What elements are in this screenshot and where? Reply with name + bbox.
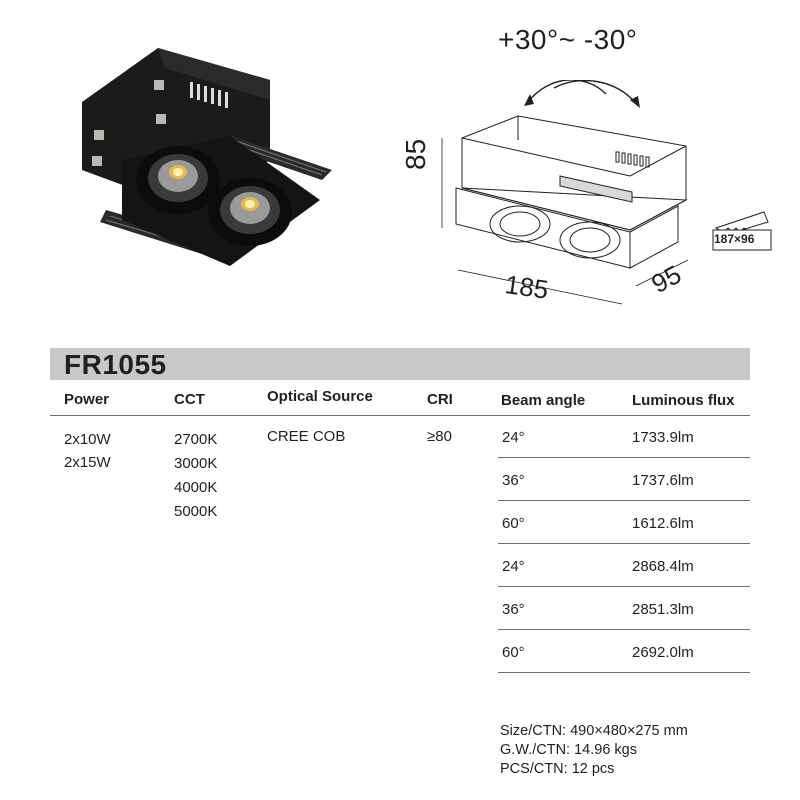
header-beam-angle: Beam angle xyxy=(501,392,586,409)
dimension-height: 85 xyxy=(400,138,431,170)
beam-angle-value: 60° xyxy=(502,644,525,661)
beam-angle-value: 24° xyxy=(502,558,525,575)
header-luminous-flux: Luminous flux xyxy=(632,392,735,409)
luminous-flux-value: 1733.9lm xyxy=(632,429,694,446)
table-row xyxy=(498,587,750,630)
cct-value: 4000K xyxy=(174,479,218,496)
luminous-flux-value: 1612.6lm xyxy=(632,515,694,532)
luminous-flux-value: 1737.6lm xyxy=(632,472,694,489)
table-row xyxy=(498,501,750,544)
cct-list xyxy=(174,428,217,524)
tilt-arrow-right-icon xyxy=(554,81,636,104)
packing-info xyxy=(500,722,688,779)
cct-value: 3000K xyxy=(174,455,218,472)
cct-value: 5000K xyxy=(174,503,218,520)
table-row xyxy=(498,630,750,673)
luminous-flux-value: 2868.4lm xyxy=(632,558,694,575)
cct-value: 2700K xyxy=(174,431,218,448)
model-name: FR1055 xyxy=(64,349,167,380)
table-row xyxy=(498,415,750,458)
beam-angle-value: 36° xyxy=(502,601,525,618)
power-value: 2x10W xyxy=(64,431,111,448)
beam-angle-value: 36° xyxy=(502,472,525,489)
beam-angle-value: 24° xyxy=(502,429,525,446)
luminous-flux-value: 2851.3lm xyxy=(632,601,694,618)
header-power: Power xyxy=(64,391,110,408)
header-cri: CRI xyxy=(427,391,453,408)
power-value: 2x15W xyxy=(64,454,111,471)
cutout-size: 187×96 xyxy=(714,232,755,246)
table-row xyxy=(498,458,750,501)
table-row xyxy=(498,544,750,587)
product-image xyxy=(70,40,350,280)
carton-gross-weight: G.W./CTN: 14.96 kgs xyxy=(500,742,637,758)
dimension-depth: 95 xyxy=(646,259,687,300)
header-optical-source: Optical Source xyxy=(267,388,373,405)
header-cct: CCT xyxy=(174,391,205,408)
dimension-length: 185 xyxy=(503,269,551,305)
carton-size: Size/CTN: 490×480×275 mm xyxy=(500,723,688,739)
performance-table xyxy=(498,415,750,673)
power-list xyxy=(64,428,111,474)
carton-pieces: PCS/CTN: 12 pcs xyxy=(500,761,615,777)
beam-angle-value: 60° xyxy=(502,515,525,532)
optical-source-value: CREE COB xyxy=(267,428,346,445)
cri-value: ≥80 xyxy=(427,428,452,445)
tilt-range-label: +30°~ -30° xyxy=(498,24,638,55)
luminous-flux-value: 2692.0lm xyxy=(632,644,694,661)
